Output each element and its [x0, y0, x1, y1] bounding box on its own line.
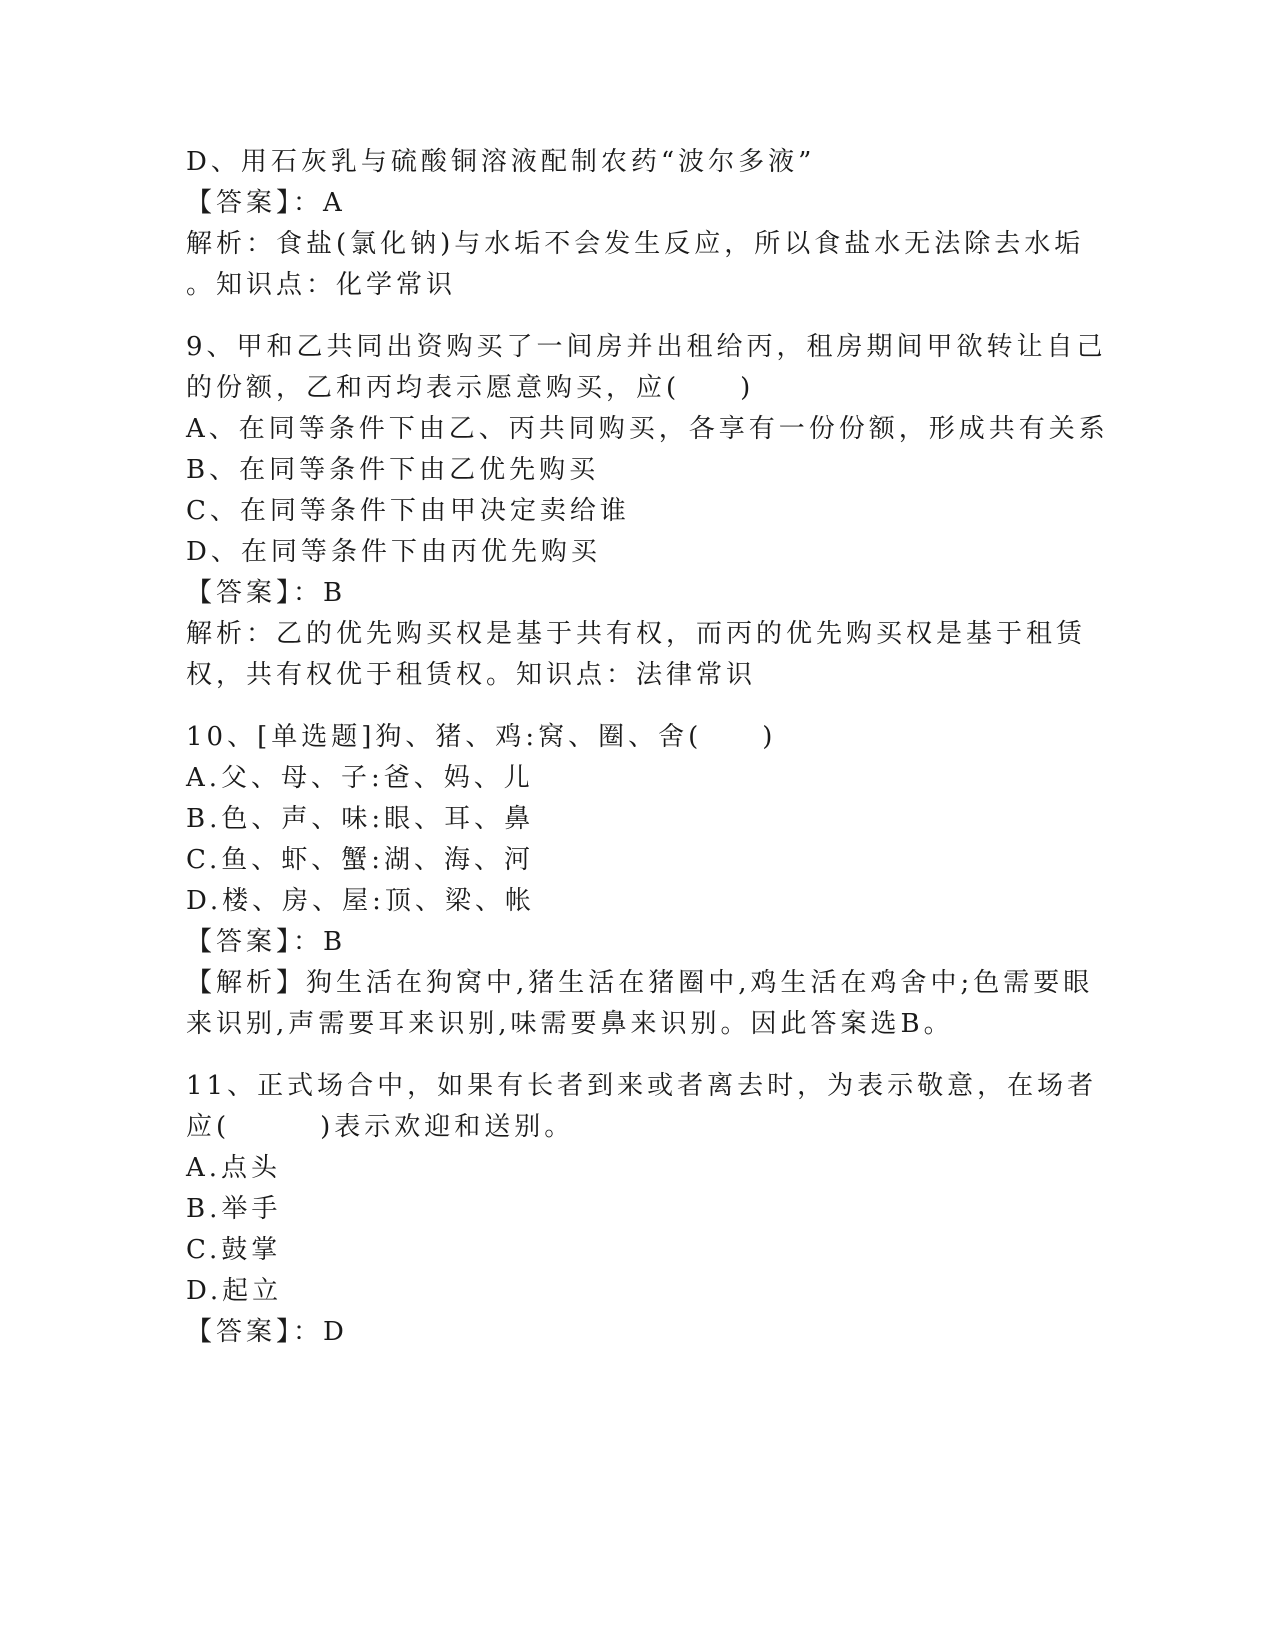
q10-analysis-line2: 来识别,声需要耳来识别,味需要鼻来识别。因此答案选B。 — [186, 1009, 954, 1039]
q11-answer: 【答案】：D — [186, 1317, 348, 1347]
q9-analysis-line1: 解析：乙的优先购买权是基于共有权，而丙的优先购买权是基于租赁 — [186, 619, 1087, 649]
q8-answer: 【答案】：A — [186, 188, 346, 218]
q8-analysis-line1: 解析：食盐(氯化钠)与水垢不会发生反应，所以食盐水无法除去水垢 — [186, 229, 1085, 259]
q10-analysis-line1: 【解析】狗生活在狗窝中,猪生活在猪圈中,鸡生活在鸡舍中;色需要眼 — [186, 968, 1094, 998]
q9-option-a: A、在同等条件下由乙、丙共同购买，各享有一份份额，形成共有关系 — [186, 414, 1109, 444]
q10-option-b: B.色、声、味:眼、耳、鼻 — [186, 804, 535, 834]
q8-analysis-line2: 。知识点：化学常识 — [186, 270, 457, 300]
q9-answer: 【答案】：B — [186, 578, 347, 608]
q11-option-a: A.点头 — [186, 1153, 282, 1183]
q9-stem-line1: 9、甲和乙共同出资购买了一间房并出租给丙，租房期间甲欲转让自己 — [186, 332, 1107, 362]
q9-option-b: B、在同等条件下由乙优先购买 — [186, 455, 600, 485]
q11-option-b: B.举手 — [186, 1194, 282, 1224]
q11-option-d: D.起立 — [186, 1276, 283, 1306]
q10-option-a: A.父、母、子:爸、妈、儿 — [186, 763, 534, 793]
q10-option-d: D.楼、房、屋:顶、梁、帐 — [186, 886, 535, 916]
q11-stem-line1: 11、正式场合中，如果有长者到来或者离去时，为表示敬意，在场者 — [186, 1071, 1098, 1101]
q9-stem-line2: 的份额，乙和丙均表示愿意购买，应( ) — [186, 373, 755, 403]
q9-option-c: C、在同等条件下由甲决定卖给谁 — [186, 496, 630, 526]
q11-option-c: C.鼓掌 — [186, 1235, 282, 1265]
q11-stem-line2: 应( )表示欢迎和送别。 — [186, 1112, 575, 1142]
q9-option-d: D、在同等条件下由丙优先购买 — [186, 537, 601, 567]
q10-answer: 【答案】：B — [186, 927, 347, 957]
q9-analysis-line2: 权，共有权优于租赁权。知识点：法律常识 — [186, 660, 757, 690]
q8-option-d: D、用石灰乳与硫酸铜溶液配制农药“波尔多液” — [186, 147, 816, 177]
q10-option-c: C.鱼、虾、蟹:湖、海、河 — [186, 845, 534, 875]
q10-stem: 10、[单选题]狗、猪、鸡:窝、圈、舍( ) — [186, 722, 777, 752]
